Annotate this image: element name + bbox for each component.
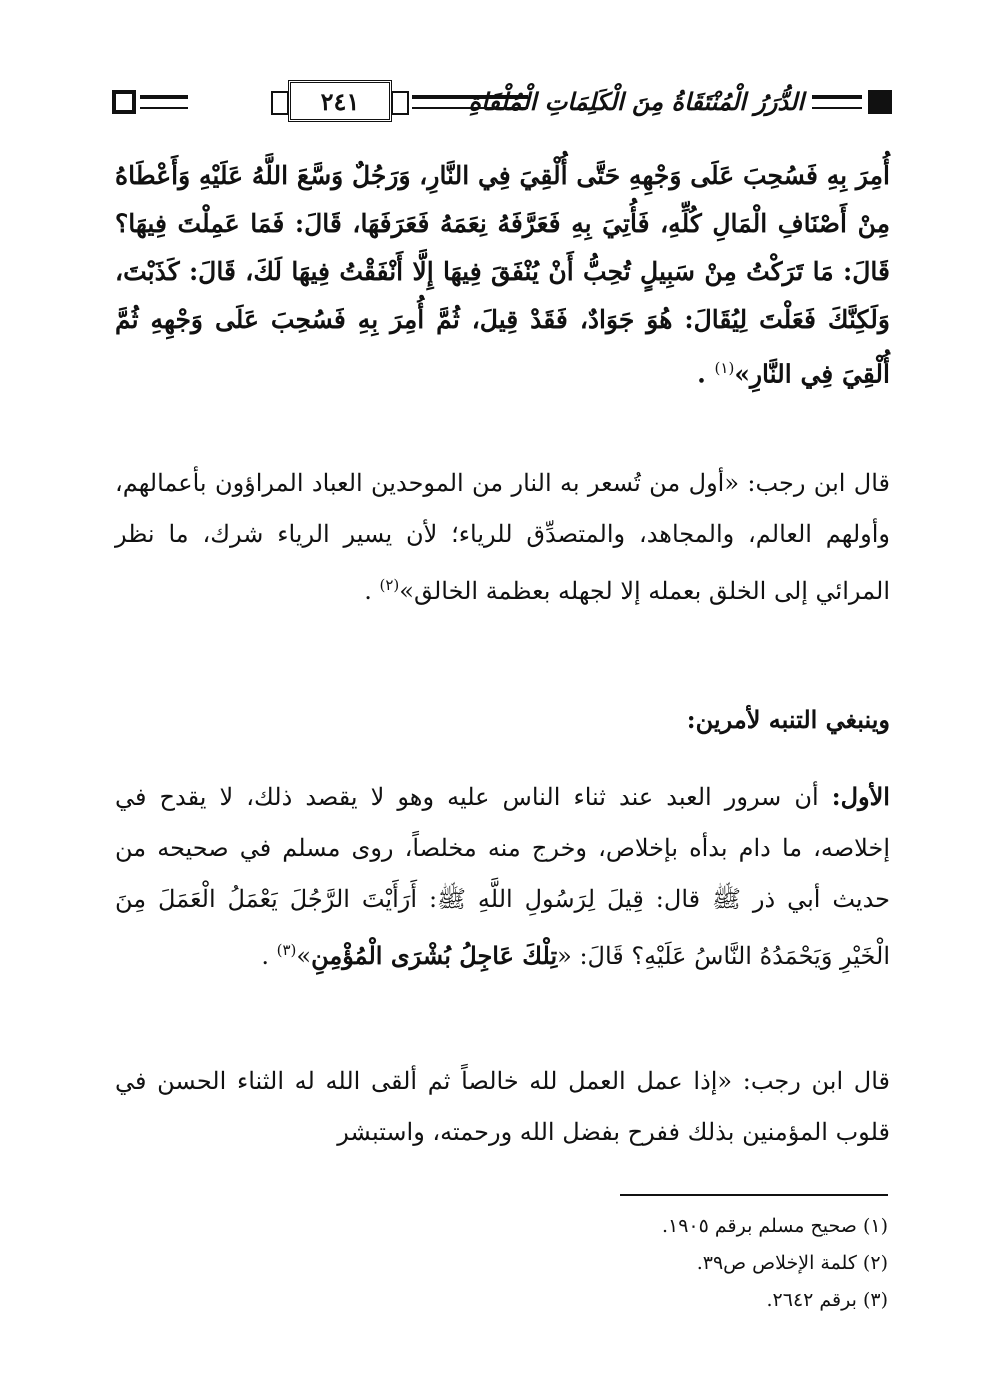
- footnote-ref: (٢): [379, 576, 400, 594]
- footnote-2: (٢) كلمة الإخلاص ص٣٩.: [696, 1252, 888, 1274]
- hadith-text: أُمِرَ بِهِ فَسُحِبَ عَلَى وَجْهِهِ حَتَّى أُلْقِيَ فِي النَّارِ، وَرَجُلٌ وَسَّعَ اللَّهُ عَلَيْهِ وَأَعْطَاهُ مِنْ أَصْنَافِ الْمَالِ كُلِّهِ، فَأُتِيَ بِهِ فَعَرَّفَهُ نِعَمَهُ فَعَرَفَهَا، قَالَ: فَمَا عَمِلْتَ فِيهَا؟ قَالَ: مَا تَرَكْتُ مِنْ سَبِيلٍ تُحِبُّ أَنْ يُنْفَقَ فِيهَا إِلَّا أَنْفَقْتُ فِيهَا لَكَ، قَالَ: كَذَبْتَ، وَلَكِنَّكَ فَعَلْتَ لِيُقَالَ: هُوَ جَوَادٌ، فَقَدْ قِيلَ، ثُمَّ أُمِرَ بِهِ فَسُحِبَ عَلَى وَجْهِهِ ثُمَّ أُلْقِيَ فِي النَّارِ»: [115, 161, 890, 389]
- footnote-ref: (٣): [276, 941, 297, 959]
- book-title: الدُّرَرُ الْمُنْتَقَاةُ مِنَ الْكَلِمَاتِ الْمُلْقَاةِ: [468, 87, 804, 116]
- first-point-text: أن سرور العبد عند ثناء الناس عليه وهو لا يقصد ذلك، لا يقدح في إخلاصه، ما دام بدأه بإخلاص، وخرج منه مخلصاً، روى مسلم في صحيحه من حديث أبي ذر ﷺ قال: قِيلَ لِرَسُولِ اللَّهِ ﷺ: أَرَأَيْتَ الرَّجُلَ يَعْمَلُ الْعَمَلَ مِنَ الْخَيْرِ وَيَحْمَدُهُ النَّاسُ عَلَيْهِ؟ قَالَ: «: [115, 783, 890, 970]
- ibn-rajab-second-paragraph: قال ابن رجب: «إذا عمل العمل لله خالصاً ثم ألقى الله له الثناء الحسن في قلوب المؤمنين بذلك ففرح بفضل الله ورحمته، واستبشر: [115, 1067, 890, 1146]
- footnote-1: (١) صحيح مسلم برقم ١٩٠٥.: [661, 1215, 888, 1237]
- footnote-3: (٣) برقم ٢٦٤٢.: [766, 1289, 888, 1311]
- header-rule: [812, 95, 862, 109]
- header-ornament-square-left: [112, 90, 136, 114]
- hadith-paragraph: أُمِرَ بِهِ فَسُحِبَ عَلَى وَجْهِهِ حَتَّى أُلْقِيَ فِي النَّارِ، وَرَجُلٌ وَسَّعَ اللَّهُ عَلَيْهِ وَأَعْطَاهُ مِنْ أَصْنَافِ الْمَالِ كُلِّهِ، فَأُتِيَ بِهِ فَعَرَّفَهُ نِعَمَهُ فَعَرَفَهَا، قَالَ: فَمَا عَمِلْتَ فِيهَا؟ قَالَ: مَا تَرَكْتُ مِنْ سَبِيلٍ تُحِبُّ أَنْ يُنْفَقَ فِيهَا إِلَّا أَنْفَقْتُ فِيهَا لَكَ، قَالَ: كَذَبْتَ، وَلَكِنَّكَ فَعَلْتَ لِيُقَالَ: هُوَ جَوَادٌ، فَقَدْ قِيلَ، ثُمَّ أُمِرَ بِهِ فَسُحِبَ عَلَى وَجْهِهِ ثُمَّ أُلْقِيَ فِي النَّارِ»$^{(١)}$ .: [115, 161, 890, 389]
- ibn-rajab-quote-paragraph: قال ابن رجب: «أول من تُسعر به النار من الموحدين العباد المراؤون بأعمالهم، وأولهم العالم، والمجاهد، والمتصدِّق للرياء؛ لأن يسير الرياء شرك، ما نظر المرائي إلى الخلق بعمله إلا لجهله بعظمة الخالق»$^{(٢)}$ .: [115, 469, 890, 605]
- footnote-separator: [620, 1194, 888, 1196]
- footnote-ref: (١): [714, 359, 735, 377]
- ibn-rajab-quote: قال ابن رجب: «أول من تُسعر به النار من الموحدين العباد المراؤون بأعمالهم، وأولهم العالم، والمجاهد، والمتصدِّق للرياء؛ لأن يسير الرياء شرك، ما نظر المرائي إلى الخلق بعمله إلا لجهله بعظمة الخالق»: [115, 469, 890, 605]
- prophet-quote: تِلْكَ عَاجِلُ بُشْرَى الْمُؤْمِنِ: [311, 941, 558, 970]
- section-heading: وينبغي التنبه لأمرين:: [686, 705, 890, 734]
- page-number: ٢٤١: [320, 86, 360, 116]
- header-ornament-square-right: [868, 90, 892, 114]
- footnotes: [600, 1208, 888, 1319]
- page-number-frame: [288, 80, 392, 122]
- header-rule: [140, 95, 188, 109]
- first-point-label: الأول:: [831, 782, 890, 811]
- first-point-paragraph: الأول: أن سرور العبد عند ثناء الناس عليه وهو لا يقصد ذلك، لا يقدح في إخلاصه، ما دام بدأه بإخلاص، وخرج منه مخلصاً، روى مسلم في صحيحه من حديث أبي ذر ﷺ قال: قِيلَ لِرَسُولِ اللَّهِ ﷺ: أَرَأَيْتَ الرَّجُلَ يَعْمَلُ الْعَمَلَ مِنَ الْخَيْرِ وَيَحْمَدُهُ النَّاسُ عَلَيْهِ؟ قَالَ: «تِلْكَ عَاجِلُ بُشْرَى الْمُؤْمِنِ»$^{(٣)}$ .: [115, 782, 890, 970]
- page-header: [112, 78, 892, 128]
